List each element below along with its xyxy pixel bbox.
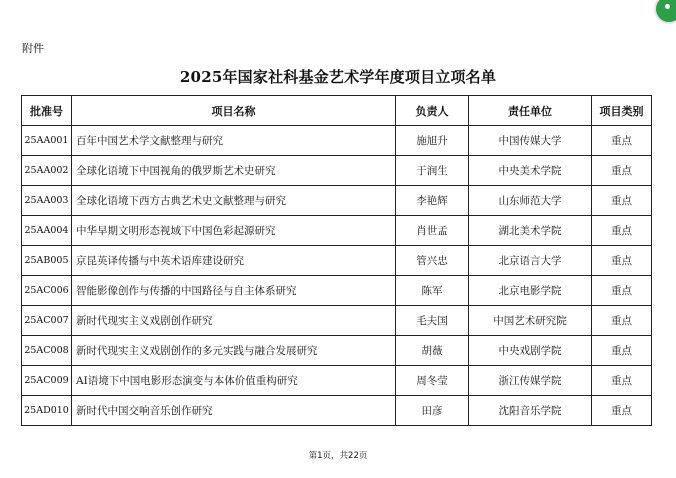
table-header-row xyxy=(22,96,652,126)
page-title: 2025年国家社科基金艺术学年度项目立项名单 xyxy=(179,68,497,86)
cell-leader: 陈军 xyxy=(396,276,469,306)
cell-category: 重点 xyxy=(592,276,652,306)
cell-project-name: 京昆英译传播与中英术语库建设研究 xyxy=(72,246,396,276)
cell-approval-no: 25AC009 xyxy=(22,366,72,396)
cell-unit: 山东师范大学 xyxy=(469,186,592,216)
cell-approval-no: 25AC006 xyxy=(22,276,72,306)
cell-unit: 沈阳音乐学院 xyxy=(469,396,592,426)
cell-project-name: AI语境下中国电影形态演变与本体价值重构研究 xyxy=(72,366,396,396)
cell-category: 重点 xyxy=(592,366,652,396)
cell-unit: 浙江传媒学院 xyxy=(469,366,592,396)
cell-unit: 中国艺术研究院 xyxy=(469,306,592,336)
cell-leader: 肖世孟 xyxy=(396,216,469,246)
cell-approval-no: 25AA001 xyxy=(22,126,72,156)
table-row xyxy=(22,366,652,396)
cell-unit: 中国传媒大学 xyxy=(469,126,592,156)
cell-category: 重点 xyxy=(592,156,652,186)
table-row xyxy=(22,306,652,336)
cell-approval-no: 25AC008 xyxy=(22,336,72,366)
cell-approval-no: 25AB005 xyxy=(22,246,72,276)
cell-approval-no: 25AA002 xyxy=(22,156,72,186)
cell-category: 重点 xyxy=(592,396,652,426)
table-row xyxy=(22,276,652,306)
project-table xyxy=(21,95,652,426)
cell-leader: 周冬莹 xyxy=(396,366,469,396)
cell-category: 重点 xyxy=(592,246,652,276)
cell-project-name: 百年中国艺术学文献整理与研究 xyxy=(72,126,396,156)
table-row xyxy=(22,186,652,216)
cell-leader: 李艳辉 xyxy=(396,186,469,216)
cell-leader: 于润生 xyxy=(396,156,469,186)
table-row xyxy=(22,126,652,156)
cell-project-name: 全球化语境下中国视角的俄罗斯艺术史研究 xyxy=(72,156,396,186)
cell-approval-no: 25AC007 xyxy=(22,306,72,336)
cell-category: 重点 xyxy=(592,126,652,156)
table-row xyxy=(22,336,652,366)
status-dot-icon xyxy=(654,0,676,24)
cell-project-name: 新时代现实主义戏剧创作的多元实践与融合发展研究 xyxy=(72,336,396,366)
header-category: 项目类别 xyxy=(592,96,652,126)
cell-category: 重点 xyxy=(592,336,652,366)
cell-leader: 田彦 xyxy=(396,396,469,426)
table-row xyxy=(22,156,652,186)
cell-approval-no: 25AA003 xyxy=(22,186,72,216)
table-row xyxy=(22,396,652,426)
cell-leader: 管兴忠 xyxy=(396,246,469,276)
cell-category: 重点 xyxy=(592,186,652,216)
cell-project-name: 全球化语境下西方古典艺术史文献整理与研究 xyxy=(72,186,396,216)
cell-approval-no: 25AD010 xyxy=(22,396,72,426)
cell-approval-no: 25AA004 xyxy=(22,216,72,246)
cell-unit: 湖北美术学院 xyxy=(469,216,592,246)
cell-leader: 毛夫国 xyxy=(396,306,469,336)
table-row xyxy=(22,216,652,246)
header-unit: 责任单位 xyxy=(469,96,592,126)
attachment-label: 附件 xyxy=(22,42,44,55)
cell-project-name: 新时代现实主义戏剧创作研究 xyxy=(72,306,396,336)
table-row xyxy=(22,246,652,276)
header-leader: 负责人 xyxy=(396,96,469,126)
header-approval-no: 批准号 xyxy=(22,96,72,126)
cell-category: 重点 xyxy=(592,306,652,336)
cell-project-name: 智能影像创作与传播的中国路径与自主体系研究 xyxy=(72,276,396,306)
cell-project-name: 中华早期文明形态视域下中国色彩起源研究 xyxy=(72,216,396,246)
cell-unit: 中央戏剧学院 xyxy=(469,336,592,366)
cell-unit: 北京电影学院 xyxy=(469,276,592,306)
cell-unit: 中央美术学院 xyxy=(469,156,592,186)
cell-project-name: 新时代中国交响音乐创作研究 xyxy=(72,396,396,426)
cell-unit: 北京语言大学 xyxy=(469,246,592,276)
cell-category: 重点 xyxy=(592,216,652,246)
header-project-name: 项目名称 xyxy=(72,96,396,126)
cell-leader: 施旭升 xyxy=(396,126,469,156)
page-number: 第1页，共22页 xyxy=(308,451,368,461)
cell-leader: 胡薇 xyxy=(396,336,469,366)
